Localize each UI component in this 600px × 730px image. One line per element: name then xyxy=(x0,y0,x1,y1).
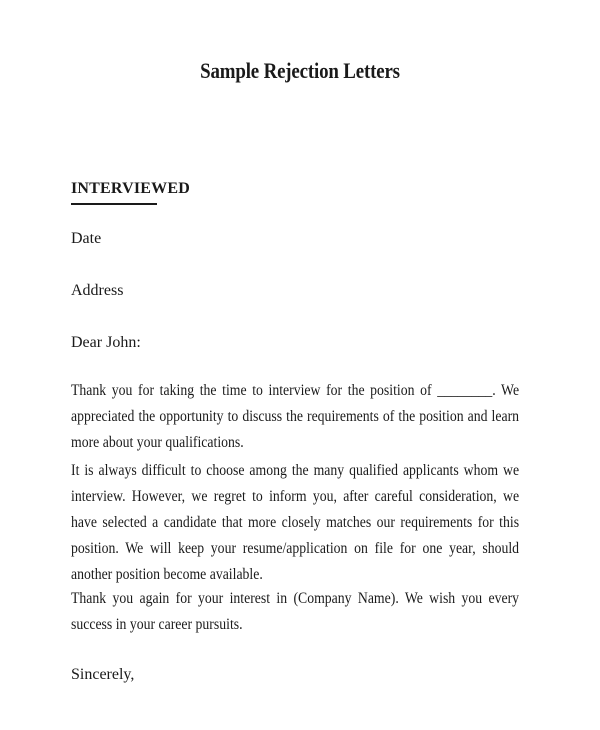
address-line: Address xyxy=(71,282,124,299)
section-heading-text: INTERVIEWED xyxy=(71,180,190,197)
paragraph-1-text: Thank you for taking the time to interview for the position of ________. We appreciated the opportunity to discuss the requirements of the position and learn more about your qualifications. xyxy=(71,382,520,451)
paragraph-3-text: Thank you again for your interest in (Company Name). We wish you every success in your career pursuits. xyxy=(71,590,520,633)
section-heading xyxy=(71,180,190,198)
date-line: Date xyxy=(71,230,102,247)
paragraph-1 xyxy=(71,378,519,456)
closing: Sincerely, xyxy=(71,666,135,683)
page-title: Sample Rejection Letters xyxy=(200,58,400,83)
paragraph-2-text: It is always difficult to choose among the many qualified applicants whom we interview. However, we regret to inform you, after careful consideration, we have selected a candidate that more closely matches our requirements for this position. We will keep your resume/application on file for one year, should another position become available. xyxy=(71,462,520,583)
salutation: Dear John: xyxy=(71,334,141,351)
paragraph-3 xyxy=(71,586,519,638)
section-heading-underline xyxy=(71,203,157,205)
paragraph-2 xyxy=(71,458,519,588)
